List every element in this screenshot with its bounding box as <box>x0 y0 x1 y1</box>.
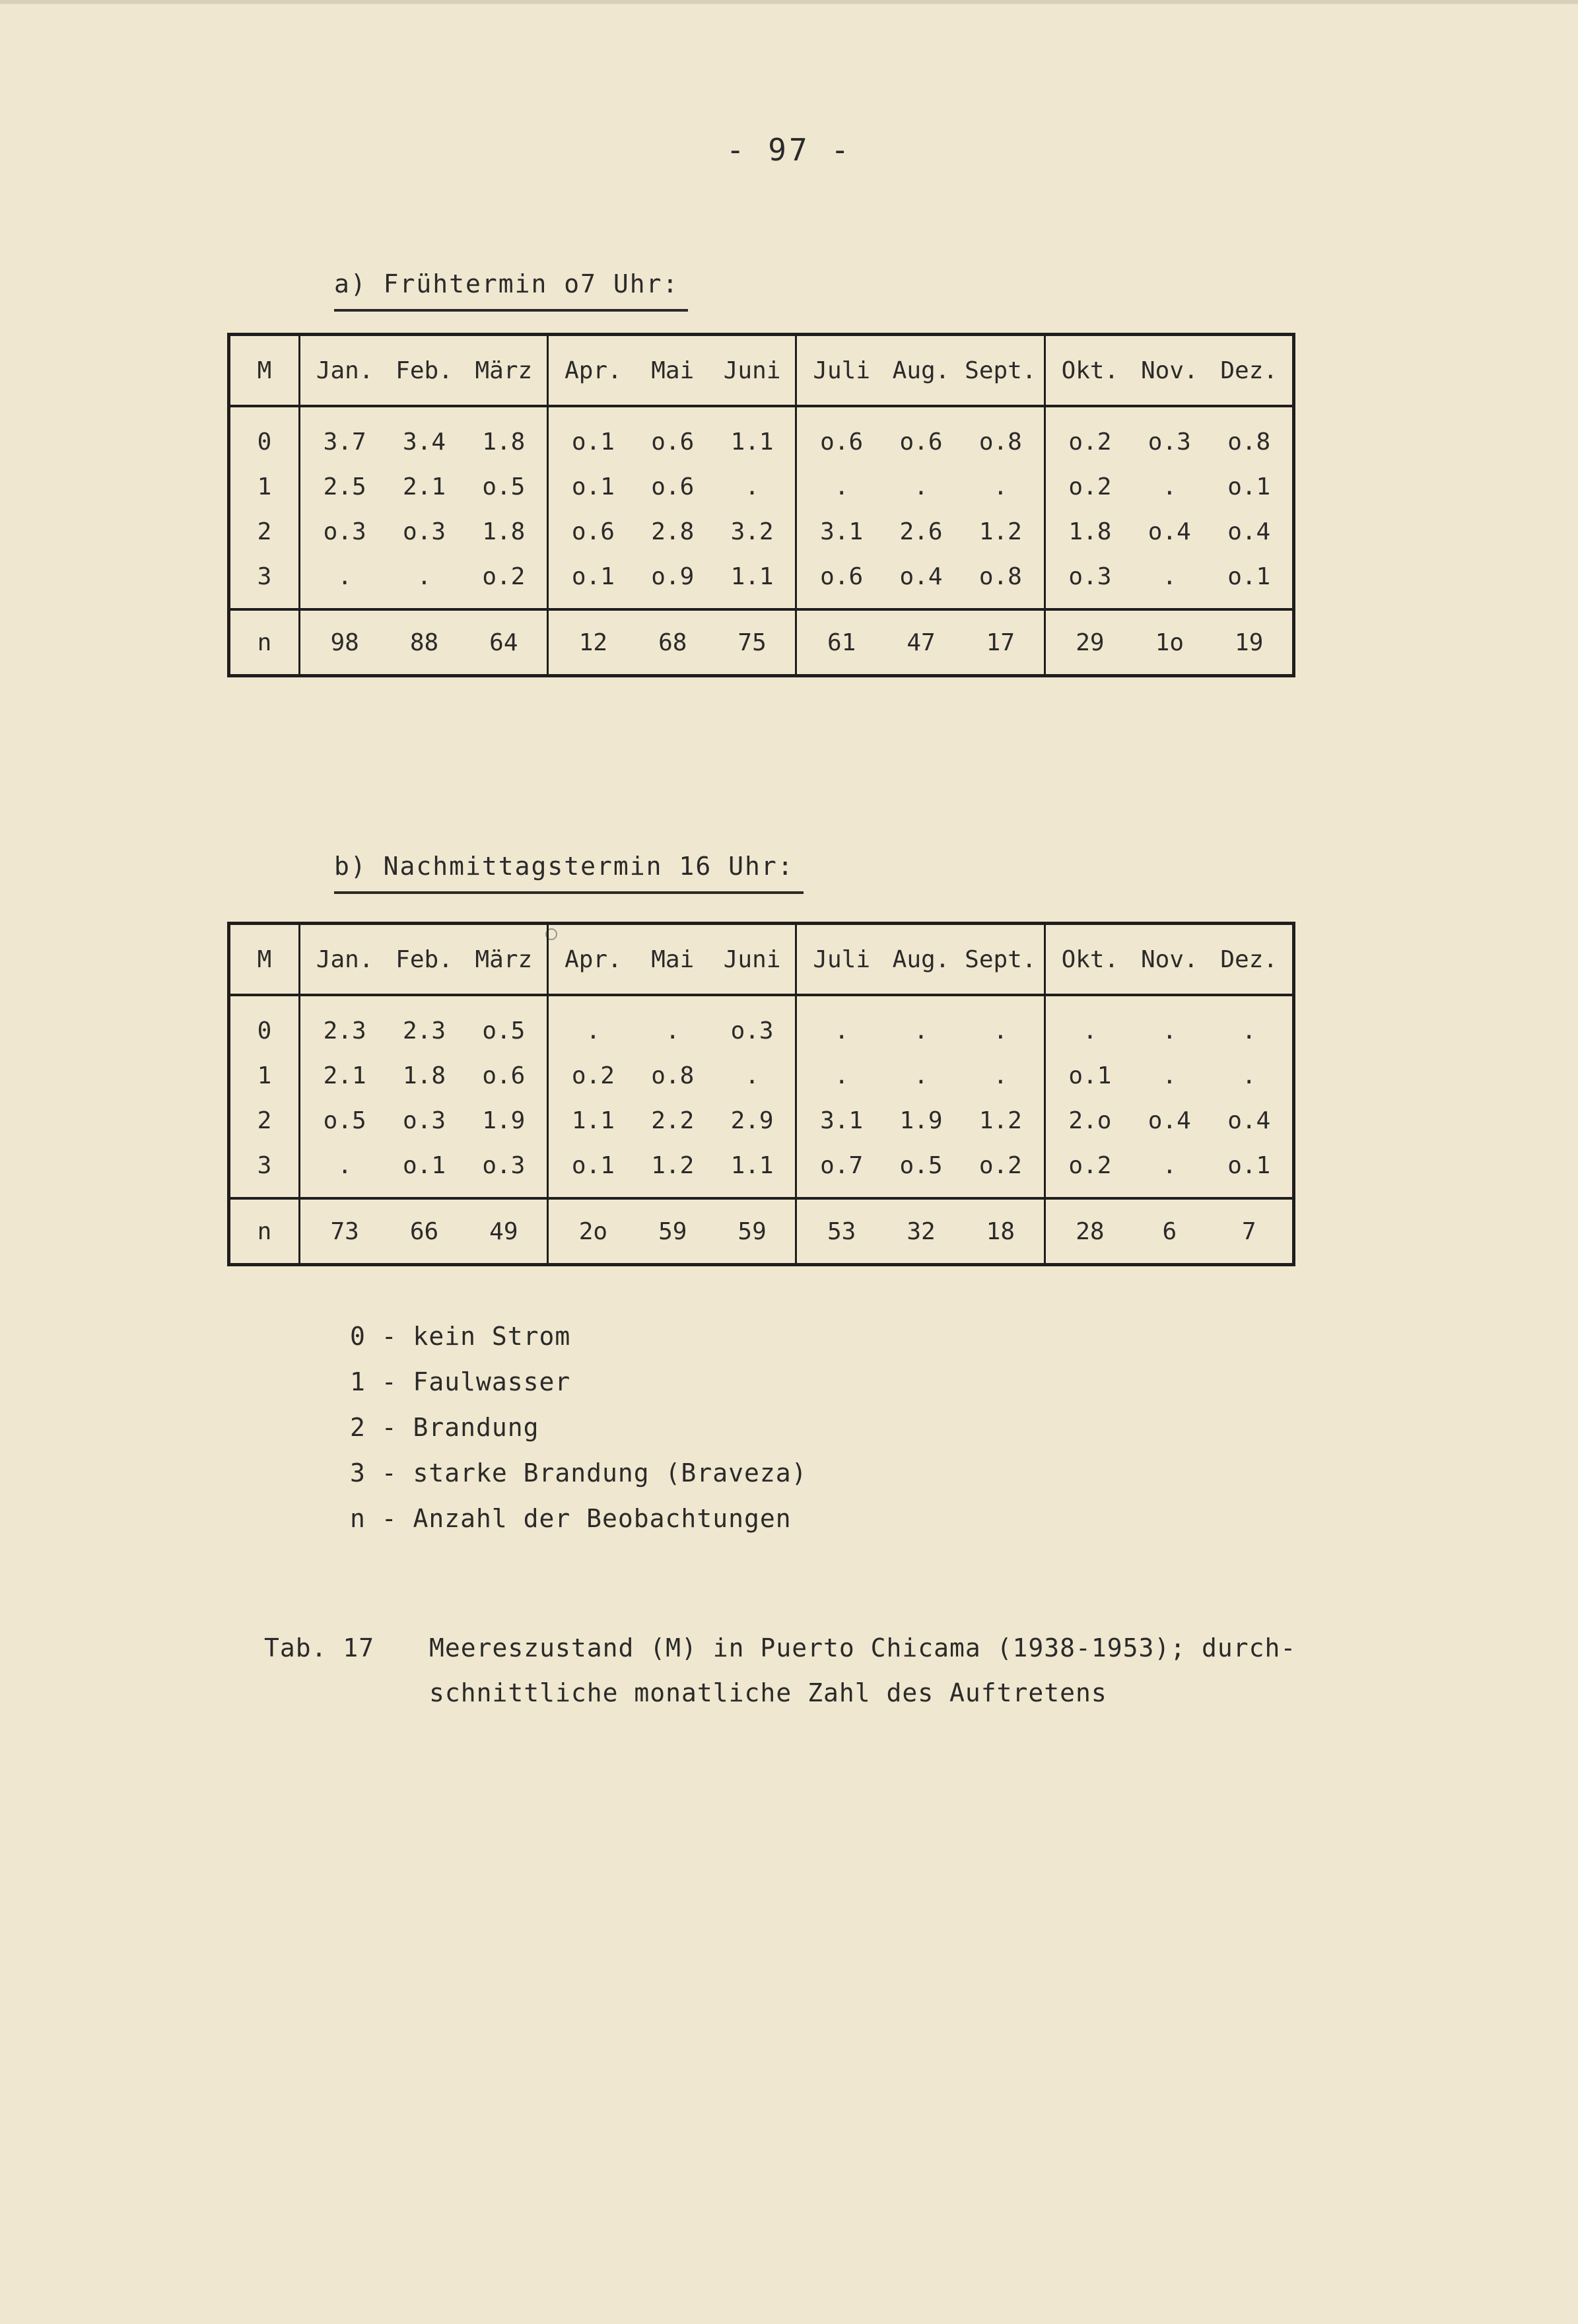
quarter-group <box>796 995 1045 1053</box>
quarter-group <box>548 924 796 996</box>
table-cell: 6 <box>1162 1217 1177 1245</box>
table-cell: 7 <box>1241 1217 1256 1245</box>
table-cell: 1o <box>1155 629 1184 656</box>
table-cell: o.3 <box>1148 428 1191 456</box>
table-cell: Jan. <box>316 357 374 384</box>
legend-item: 1 - Faulwasser <box>350 1367 571 1396</box>
quarter-group <box>548 995 796 1053</box>
table-cell: o.4 <box>1148 518 1191 545</box>
table-cell: 66 <box>409 1217 439 1245</box>
row-label: 0 <box>257 1017 272 1044</box>
table-cell: 2.9 <box>730 1107 774 1134</box>
table-cell: o.3 <box>730 1017 774 1044</box>
section-b-title-text: b) Nachmittagstermin 16 Uhr: <box>334 852 794 881</box>
table-cell: o.5 <box>482 473 526 500</box>
table-cell: Juli <box>813 945 871 973</box>
quarter-group <box>299 464 547 509</box>
table-cell: 1.1 <box>730 563 774 590</box>
quarter-group <box>1045 406 1293 464</box>
caption-line-1: Meereszustand (M) in Puerto Chicama (1938-1953); durch- <box>429 1633 1297 1662</box>
table-cell: o.7 <box>820 1151 864 1179</box>
table-cell: o.5 <box>482 1017 526 1044</box>
table-row <box>229 509 1294 554</box>
table-cell: 18 <box>986 1217 1015 1245</box>
table-cell: . <box>337 563 352 590</box>
table-cell: . <box>1162 1151 1177 1179</box>
table-cell: . <box>1162 563 1177 590</box>
quarter-group <box>1045 1198 1293 1265</box>
table-cell: 98 <box>330 629 359 656</box>
table-cell: o.4 <box>899 563 943 590</box>
quarter-group <box>1045 464 1293 509</box>
table-cell: 29 <box>1076 629 1105 656</box>
table-cell: 1.1 <box>571 1107 615 1134</box>
table-cell: 68 <box>658 629 687 656</box>
table-cell: 47 <box>907 629 936 656</box>
table-cell: o.3 <box>402 1107 446 1134</box>
table-cell: Okt. <box>1061 945 1119 973</box>
legend-item: n - Anzahl der Beobachtungen <box>350 1504 792 1533</box>
table-cell: o.1 <box>1068 1062 1112 1089</box>
table-cell: 1.2 <box>978 518 1022 545</box>
table-cell: Apr. <box>565 357 622 384</box>
table-cell: 3.7 <box>323 428 366 456</box>
table-cell: Mai <box>651 945 695 973</box>
quarter-group <box>548 1143 796 1198</box>
table-cell: o.4 <box>1227 518 1271 545</box>
table-cell: Dez. <box>1220 945 1278 973</box>
table-cell: o.2 <box>1068 428 1112 456</box>
quarter-group <box>299 609 547 676</box>
table-cell: 2.2 <box>651 1107 695 1134</box>
table-cell: 59 <box>658 1217 687 1245</box>
quarter-group <box>299 509 547 554</box>
table-cell: 1.8 <box>482 518 526 545</box>
quarter-group <box>299 406 547 464</box>
table-cell: o.1 <box>571 473 615 500</box>
quarter-group <box>548 464 796 509</box>
section-b-title <box>334 852 794 881</box>
table-cell: o.6 <box>651 428 695 456</box>
table-cell: Feb. <box>395 945 453 973</box>
table-row <box>229 406 1294 464</box>
table-cell: 2.o <box>1068 1107 1112 1134</box>
quarter-group <box>1045 335 1293 407</box>
table-cell: o.2 <box>1068 1151 1112 1179</box>
legend-item: 0 - kein Strom <box>350 1322 571 1351</box>
quarter-group <box>548 1198 796 1265</box>
table-cell: . <box>1162 473 1177 500</box>
table-cell: 12 <box>578 629 608 656</box>
table-cell: Jan. <box>316 945 374 973</box>
quarter-group <box>299 995 547 1053</box>
table-cell: Okt. <box>1061 357 1119 384</box>
row-label: 1 <box>257 1062 272 1089</box>
table-cell: Apr. <box>565 945 622 973</box>
quarter-group <box>299 554 547 609</box>
table-cell: 3.2 <box>730 518 774 545</box>
table-cell: o.5 <box>899 1151 943 1179</box>
section-a-underline <box>334 309 688 312</box>
quarter-group <box>1045 1143 1293 1198</box>
table-row <box>229 464 1294 509</box>
table-cell: . <box>745 473 759 500</box>
table-cell: 1.2 <box>651 1151 695 1179</box>
quarter-group <box>1045 509 1293 554</box>
quarter-group <box>299 924 547 996</box>
table-cell: . <box>834 1017 849 1044</box>
table-cell: 53 <box>827 1217 856 1245</box>
quarter-group <box>548 554 796 609</box>
quarter-group <box>1045 609 1293 676</box>
table-cell: o.8 <box>978 563 1022 590</box>
table-cell: . <box>417 563 432 590</box>
table-cell: 2.5 <box>323 473 366 500</box>
table-cell: . <box>1162 1062 1177 1089</box>
quarter-group <box>796 1143 1045 1198</box>
quarter-group <box>548 509 796 554</box>
quarter-group <box>796 406 1045 464</box>
table-cell: o.1 <box>402 1151 446 1179</box>
row-label: 3 <box>257 1151 272 1179</box>
row-label: n <box>229 609 300 676</box>
quarter-group <box>796 464 1045 509</box>
table-cell: 17 <box>986 629 1015 656</box>
table-cell: . <box>993 1017 1008 1044</box>
table-cell: 1.2 <box>978 1107 1022 1134</box>
legend-item: 3 - starke Brandung (Braveza) <box>350 1458 807 1487</box>
quarter-group <box>299 335 547 407</box>
quarter-group <box>548 609 796 676</box>
table-cell: o.6 <box>899 428 943 456</box>
quarter-group <box>796 554 1045 609</box>
table-cell: 75 <box>738 629 767 656</box>
row-label: 2 <box>257 518 272 545</box>
quarter-group <box>796 609 1045 676</box>
caption-label: Tab. 17 <box>264 1633 375 1662</box>
table-cell: . <box>993 1062 1008 1089</box>
table-cell: o.3 <box>323 518 366 545</box>
table-cell: 1.8 <box>482 428 526 456</box>
table-cell: o.1 <box>1227 1151 1271 1179</box>
table-cell: 3.4 <box>402 428 446 456</box>
table-cell: 1.1 <box>730 428 774 456</box>
table-cell: 1.8 <box>1068 518 1112 545</box>
table-cell: Sept. <box>965 945 1037 973</box>
table-cell: 28 <box>1076 1217 1105 1245</box>
table-cell: o.2 <box>482 563 526 590</box>
caption-line-2: schnittliche monatliche Zahl des Auftretens <box>429 1678 1107 1707</box>
table-cell: o.1 <box>571 428 615 456</box>
table-cell: 1.9 <box>482 1107 526 1134</box>
table-row <box>229 1053 1294 1098</box>
table-cell: o.2 <box>571 1062 615 1089</box>
quarter-group <box>1045 554 1293 609</box>
quarter-group <box>796 1053 1045 1098</box>
count-row <box>229 609 1294 676</box>
table-cell: 3.1 <box>820 1107 864 1134</box>
table-cell: . <box>1083 1017 1097 1044</box>
row-label: n <box>229 1198 300 1265</box>
table-cell: 2.8 <box>651 518 695 545</box>
header-row <box>229 335 1294 407</box>
page-number: - 97 - <box>726 132 852 168</box>
table-cell: o.5 <box>323 1107 366 1134</box>
table-cell: . <box>834 473 849 500</box>
table-cell: . <box>1162 1017 1177 1044</box>
table-row <box>229 995 1294 1053</box>
table-cell: o.8 <box>1227 428 1271 456</box>
table-cell: 1.9 <box>899 1107 943 1134</box>
table-cell: o.6 <box>820 563 864 590</box>
table-cell: Nov. <box>1140 945 1198 973</box>
quarter-group <box>548 335 796 407</box>
table-cell: März <box>475 357 533 384</box>
table-cell: 1.1 <box>730 1151 774 1179</box>
header-row <box>229 924 1294 996</box>
table-cell: 2o <box>578 1217 608 1245</box>
legend-item: 2 - Brandung <box>350 1413 539 1442</box>
table-cell: 2.1 <box>402 473 446 500</box>
quarter-group <box>299 1198 547 1265</box>
table-cell: 32 <box>907 1217 936 1245</box>
table-cell: 19 <box>1235 629 1264 656</box>
table-cell: 73 <box>330 1217 359 1245</box>
table-cell: Sept. <box>965 357 1037 384</box>
table-cell: Nov. <box>1140 357 1198 384</box>
row-label: 0 <box>257 428 272 456</box>
row-label: 1 <box>257 473 272 500</box>
table-cell: März <box>475 945 533 973</box>
table-cell: Aug. <box>892 945 950 973</box>
table-cell: o.1 <box>1227 473 1271 500</box>
table-cell: Juni <box>723 357 781 384</box>
table-cell: Aug. <box>892 357 950 384</box>
table-cell: . <box>337 1151 352 1179</box>
table-cell: o.3 <box>482 1151 526 1179</box>
quarter-group <box>299 1098 547 1143</box>
table-cell: 64 <box>489 629 518 656</box>
table-a <box>227 333 1295 677</box>
quarter-group <box>548 1098 796 1143</box>
quarter-group <box>796 335 1045 407</box>
table-row <box>229 1098 1294 1143</box>
table-cell: . <box>993 473 1008 500</box>
table-cell: 3.1 <box>820 518 864 545</box>
quarter-group <box>796 924 1045 996</box>
table-row <box>229 554 1294 609</box>
table-cell: 2.6 <box>899 518 943 545</box>
table-cell: o.2 <box>1068 473 1112 500</box>
section-b-underline <box>334 891 804 894</box>
table-cell: o.8 <box>651 1062 695 1089</box>
table-cell: 88 <box>409 629 439 656</box>
table-cell: 59 <box>738 1217 767 1245</box>
table-row <box>229 1143 1294 1198</box>
table-cell: Juli <box>813 357 871 384</box>
table-cell: . <box>834 1062 849 1089</box>
count-row <box>229 1198 1294 1265</box>
table-cell: . <box>665 1017 680 1044</box>
table-cell: o.6 <box>820 428 864 456</box>
table-cell: o.4 <box>1148 1107 1191 1134</box>
table-cell: o.1 <box>571 1151 615 1179</box>
quarter-group <box>796 1098 1045 1143</box>
table-cell: o.1 <box>1227 563 1271 590</box>
table-cell: . <box>1241 1062 1256 1089</box>
table-cell: 2.3 <box>323 1017 366 1044</box>
table-cell: o.6 <box>482 1062 526 1089</box>
table-cell: 1.8 <box>402 1062 446 1089</box>
quarter-group <box>796 509 1045 554</box>
table-cell: 2.1 <box>323 1062 366 1089</box>
table-cell: . <box>1241 1017 1256 1044</box>
table-cell: o.9 <box>651 563 695 590</box>
table-cell: 61 <box>827 629 856 656</box>
quarter-group <box>548 1053 796 1098</box>
quarter-group <box>796 1198 1045 1265</box>
quarter-group <box>548 406 796 464</box>
legend <box>350 1314 807 1542</box>
table-cell: Juni <box>723 945 781 973</box>
row-label: M <box>229 924 300 996</box>
table-cell: . <box>914 1062 928 1089</box>
quarter-group <box>1045 1053 1293 1098</box>
table-cell: o.6 <box>651 473 695 500</box>
table-cell: o.2 <box>978 1151 1022 1179</box>
table-cell: 49 <box>489 1217 518 1245</box>
row-label: 2 <box>257 1107 272 1134</box>
table-cell: Mai <box>651 357 695 384</box>
table-cell: Feb. <box>395 357 453 384</box>
table-cell: o.4 <box>1227 1107 1271 1134</box>
table-cell: o.1 <box>571 563 615 590</box>
section-a-title-text: a) Frühtermin o7 Uhr: <box>334 269 679 298</box>
table-cell: Dez. <box>1220 357 1278 384</box>
section-a-title <box>334 269 679 298</box>
table-cell: . <box>914 473 928 500</box>
table-cell: . <box>914 1017 928 1044</box>
page-top-edge <box>0 0 1578 4</box>
table-cell: . <box>586 1017 601 1044</box>
table-b <box>227 922 1295 1266</box>
table-cell: o.8 <box>978 428 1022 456</box>
row-label: 3 <box>257 563 272 590</box>
quarter-group <box>1045 995 1293 1053</box>
quarter-group <box>299 1053 547 1098</box>
caption-text <box>429 1625 1296 1715</box>
quarter-group <box>1045 924 1293 996</box>
quarter-group <box>1045 1098 1293 1143</box>
quarter-group <box>299 1143 547 1198</box>
table-cell: o.6 <box>571 518 615 545</box>
table-cell: o.3 <box>402 518 446 545</box>
table-cell: o.3 <box>1068 563 1112 590</box>
table-cell: 2.3 <box>402 1017 446 1044</box>
table-cell: . <box>745 1062 759 1089</box>
row-label: M <box>229 335 300 407</box>
